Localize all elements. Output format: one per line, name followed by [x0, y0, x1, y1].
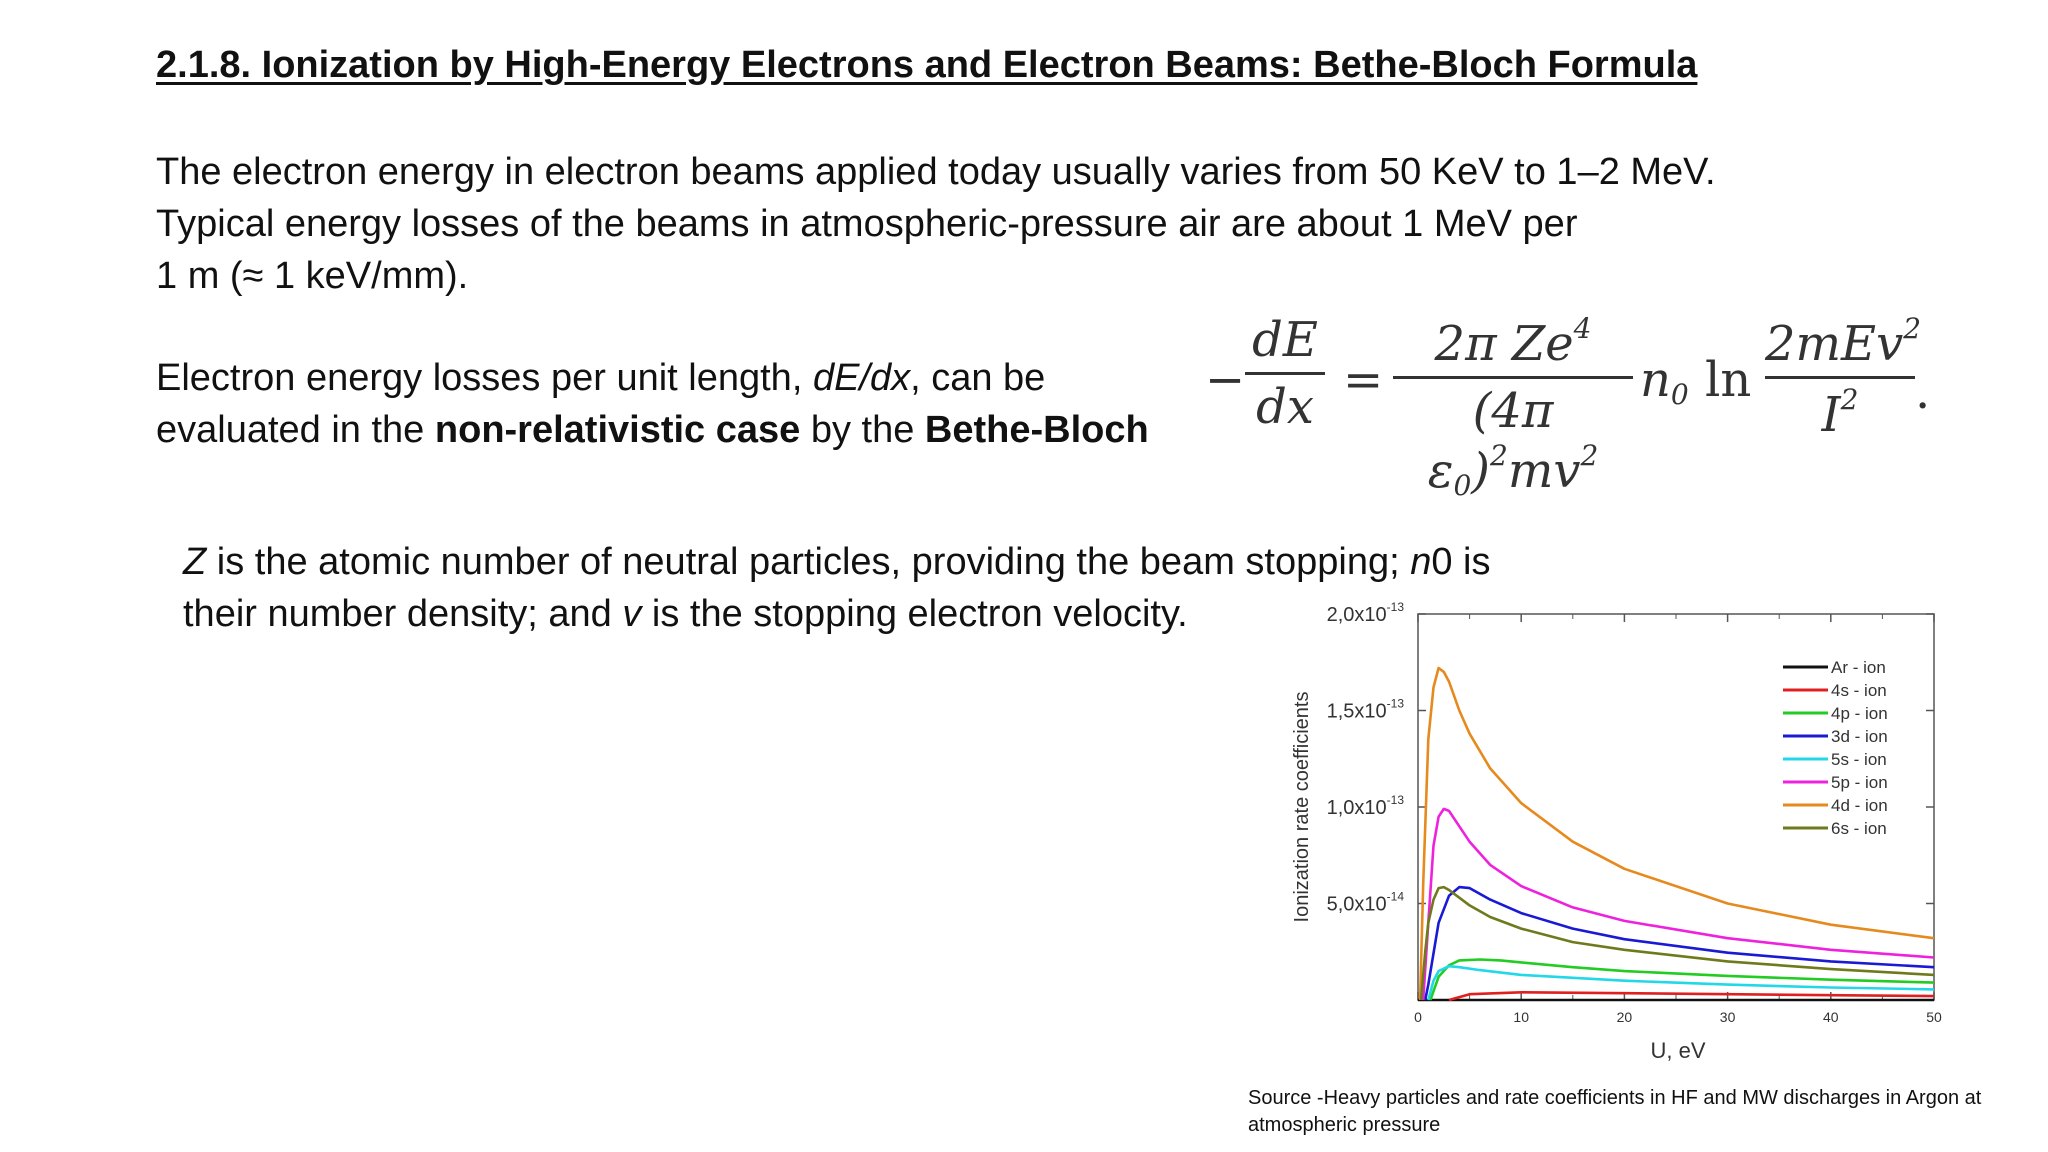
variables-line-1 [183, 536, 1603, 588]
x-tick-label: 10 [1513, 1009, 1529, 1025]
y-axis-label: Ionization rate coefficients [1291, 691, 1313, 923]
intro-line-2: Typical energy losses of the beams in atmospheric-pressure air are about 1 MeV per [156, 203, 1578, 245]
formula-n0 [1640, 352, 1689, 411]
y-tick-exponent: -13 [1386, 696, 1404, 711]
mid-den-b: ) [1471, 443, 1491, 499]
formula-rhs-denominator [1765, 383, 1915, 443]
formula-equals: = [1343, 352, 1384, 408]
legend-label: 6s - ion [1831, 819, 1887, 838]
z-symbol: Z [183, 541, 207, 583]
ionization-rate-chart [1278, 598, 1958, 1078]
v-symbol: v [622, 593, 642, 635]
intro-line-3: 1 m (≈ 1 keV/mm). [156, 255, 469, 297]
mid-den-sup: 2 [1490, 439, 1508, 472]
text-run: , can be [910, 357, 1046, 399]
intro-paragraph [156, 146, 1836, 302]
legend-label: 5p - ion [1831, 773, 1888, 792]
source-caption: Source -Heavy particles and rate coefficients in HF and MW discharges in Argon at atmospheric pressure [1248, 1087, 1982, 1136]
energy-loss-paragraph [156, 352, 1236, 456]
text-run: Electron energy losses per unit length, [156, 357, 813, 399]
n0-sub: 0 [1670, 378, 1689, 411]
x-tick-label: 50 [1926, 1009, 1942, 1025]
non-relativistic-term: non-relativistic case [434, 409, 801, 451]
text-run: 0 is [1431, 541, 1491, 583]
formula-period: . [1915, 364, 1931, 420]
mid-den-c: mv [1507, 443, 1581, 499]
bethe-bloch-term: Bethe-Bloch [924, 409, 1149, 451]
y-tick-label: $1,5x10^{-13}$ [1326, 696, 1404, 723]
y-tick-label: $2,0x10^{-13}$ [1326, 600, 1404, 626]
mid-num-sup: 4 [1573, 312, 1592, 345]
x-tick-label: 20 [1616, 1009, 1633, 1025]
formula-lhs-numerator: dE [1252, 312, 1318, 368]
mid-den-a: (4π ε [1427, 383, 1554, 499]
mid-den-sup2: 2 [1580, 439, 1599, 472]
formula-mid-numerator [1393, 312, 1633, 372]
legend-label: Ar - ion [1831, 658, 1886, 677]
intro-line-1: The electron energy in electron beams applied today usually varies from 50 KeV to 1–2 MeV. [156, 151, 1716, 193]
rhs-den-sup: 2 [1840, 383, 1859, 416]
legend-label: 4d - ion [1831, 796, 1888, 815]
y-tick-exponent: -13 [1386, 793, 1404, 807]
x-tick-label: 40 [1823, 1009, 1839, 1025]
mid-num-text: 2π Ze [1434, 316, 1574, 372]
slide-title: 2.1.8. Ionization by High-Energy Electrons and Electron Beams: Bethe-Bloch Formula [156, 44, 1698, 86]
energy-loss-line-1 [156, 352, 1236, 404]
formula-ln: ln [1705, 352, 1752, 408]
mid-den-sub: 0 [1453, 469, 1472, 502]
formula-rhs-fraction [1765, 312, 1922, 443]
y-tick-label: $1,0x10^{-13}$ [1326, 793, 1404, 819]
rhs-num-sup: 2 [1903, 312, 1922, 345]
text-run: evaluated in the [156, 409, 435, 451]
x-axis-label: U, eV [1650, 1038, 1706, 1063]
chart-legend [1783, 658, 1888, 838]
fraction-bar [1245, 372, 1325, 375]
fraction-bar [1393, 376, 1633, 379]
formula-minus: − [1205, 352, 1246, 408]
formula-mid-denominator [1393, 383, 1633, 502]
formula-middle-fraction [1393, 312, 1633, 502]
legend-label: 5s - ion [1831, 750, 1887, 769]
rhs-den-text: I [1821, 387, 1841, 443]
y-tick-exponent: -14 [1386, 889, 1404, 904]
text-run: is the atomic number of neutral particles, providing the beam stopping; [206, 541, 1411, 583]
n0-text: n [1640, 352, 1671, 408]
x-tick-label: 0 [1414, 1009, 1422, 1025]
energy-loss-line-2 [156, 404, 1236, 456]
text-run: by the [800, 409, 925, 451]
y-tick-label: $5,0x10^{-14}$ [1326, 889, 1404, 916]
dedx-term: dE/dx [812, 357, 911, 399]
fraction-bar [1765, 376, 1915, 379]
text-run: is the stopping electron velocity. [641, 593, 1188, 635]
formula-lhs-denominator: dx [1256, 379, 1314, 435]
text-run: their number density; and [183, 593, 623, 635]
formula-rhs-numerator [1765, 312, 1922, 372]
legend-label: 4p - ion [1831, 704, 1888, 723]
bethe-bloch-formula [1205, 312, 1931, 502]
x-tick-label: 30 [1719, 1009, 1736, 1025]
formula-lhs-fraction [1245, 312, 1325, 435]
y-tick-exponent: -13 [1386, 600, 1404, 614]
rhs-num-text: 2mEv [1765, 316, 1904, 372]
legend-label: 4s - ion [1831, 681, 1887, 700]
legend-label: 3d - ion [1831, 727, 1888, 746]
n-symbol: n [1410, 541, 1432, 583]
